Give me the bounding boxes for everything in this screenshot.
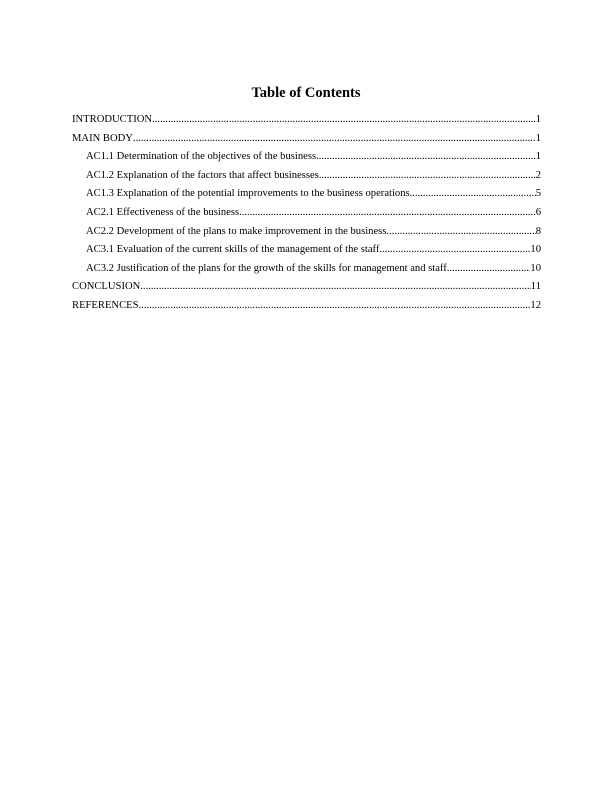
toc-entry-label: AC3.1 Evaluation of the current skills of the management of the staff (86, 244, 380, 256)
toc-page-number: 11 (530, 281, 541, 293)
toc-page-number: 10 (530, 244, 541, 256)
toc-entry-references[interactable] (72, 299, 541, 318)
toc-dot-leader (319, 169, 536, 182)
toc-entry-label: INTRODUCTION (72, 114, 153, 125)
toc-dot-leader (316, 150, 536, 163)
toc-page-number: 6 (535, 206, 541, 218)
toc-list (72, 113, 541, 318)
toc-page-number: 2 (535, 169, 541, 181)
toc-entry-ac3-1[interactable] (72, 243, 541, 262)
toc-entry-main-body[interactable] (72, 132, 541, 151)
toc-entry-ac1-2[interactable] (72, 169, 541, 188)
toc-entry-conclusion[interactable] (72, 280, 541, 299)
toc-page-number: 12 (530, 299, 541, 311)
toc-entry-label: AC1.2 Explanation of the factors that affect businesses (86, 169, 319, 181)
toc-page-number: 1 (535, 132, 541, 144)
toc-entry-label: AC3.2 Justification of the plans for the growth of the skills for management and staff (86, 262, 447, 274)
toc-entry-ac2-2[interactable] (72, 225, 541, 244)
toc-page-number: 1 (535, 151, 541, 163)
toc-entry-label: MAIN BODY (72, 132, 133, 144)
toc-dot-leader (133, 132, 536, 145)
toc-entry-introduction[interactable] (72, 113, 541, 132)
toc-entry-ac1-1[interactable] (72, 150, 541, 169)
toc-title: Table of Contents (251, 85, 361, 101)
toc-entry-label: CONCLUSION (72, 281, 141, 293)
toc-page-number: 8 (535, 225, 541, 237)
toc-entry-label: AC2.1 Effectiveness of the business (86, 206, 240, 218)
toc-dot-leader (239, 206, 536, 219)
toc-entry-label: AC1.3 Explanation of the potential improvements to the business operations (86, 188, 410, 200)
toc-dot-leader (139, 299, 531, 312)
toc-entry-label: AC2.2 Development of the plans to make improvement in the business (86, 225, 387, 237)
toc-entry-ac2-1[interactable] (72, 206, 541, 225)
toc-entry-ac1-3[interactable] (72, 187, 541, 206)
toc-dot-leader (379, 243, 530, 256)
toc-page-number: 1 (535, 114, 541, 125)
toc-entry-label: AC1.1 Determination of the objectives of the business (86, 151, 317, 163)
toc-dot-leader (152, 113, 536, 126)
toc-dot-leader (386, 225, 535, 238)
toc-entry-label: REFERENCES (72, 299, 139, 311)
toc-page-number: 5 (535, 188, 541, 200)
toc-dot-leader (140, 280, 531, 293)
toc-dot-leader (447, 262, 531, 275)
toc-entry-ac3-2[interactable] (72, 262, 541, 281)
toc-dot-leader (410, 187, 536, 200)
toc-page-number: 10 (530, 262, 541, 274)
